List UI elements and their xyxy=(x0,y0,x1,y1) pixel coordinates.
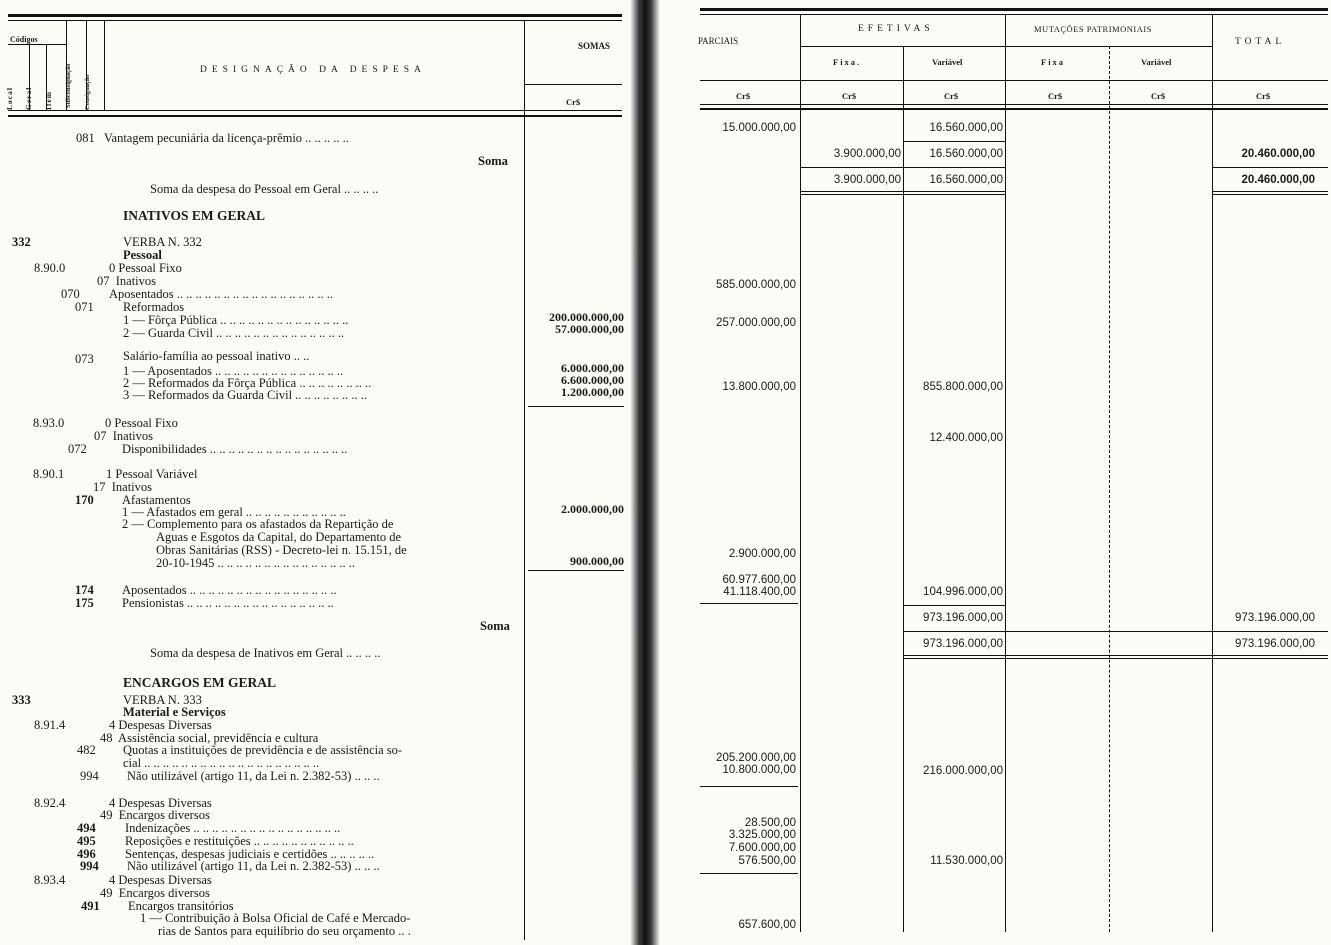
line-soma-pessoal: Soma da despesa do Pessoal em Geral .. .. .. .. xyxy=(150,182,379,196)
code-label: 071 xyxy=(75,300,94,314)
code-label: 170 xyxy=(75,493,94,507)
somas-col-divider xyxy=(524,20,525,940)
parciais-value: 585.000.000,00 xyxy=(716,279,796,291)
code-label: 070 xyxy=(61,287,80,301)
efetivas-fixa-header: Fixa. xyxy=(833,57,862,67)
efetivas-fixa-value: 3.900.000,00 xyxy=(833,148,901,160)
col-item-label: Item xyxy=(44,91,53,110)
efetivas-variavel-value: 104.996.000,00 xyxy=(923,586,1003,598)
header-unit-rule xyxy=(700,80,1328,81)
sum-rule xyxy=(903,141,1005,142)
line-text: Reformados xyxy=(123,300,185,314)
mutacoes-variavel-header: Variável xyxy=(1141,57,1172,67)
somas-value: 900.000,00 xyxy=(570,554,624,568)
col-divider xyxy=(903,46,904,932)
parciais-value: 257.000.000,00 xyxy=(716,317,796,329)
total-header: TOTAL xyxy=(1235,37,1286,47)
unit-label: Cr$ xyxy=(944,91,959,101)
parciais-rule xyxy=(700,873,798,874)
sum-rule xyxy=(903,658,1328,659)
unit-label: Cr$ xyxy=(842,91,857,101)
line-text: 3 — Reformados da Guarda Civil .. .. .. .. .. .. .. .. xyxy=(123,388,368,402)
somas-value: 6.600.000,00 xyxy=(561,373,624,387)
unit-label: Cr$ xyxy=(1048,91,1063,101)
col-subconsignacao-label: Subconsignação xyxy=(65,63,72,108)
header-top-rule xyxy=(8,14,622,17)
line-text: Reposições e restituições .. .. .. .. .. .. .. .. .. .. .. xyxy=(125,834,354,848)
col-divider xyxy=(1109,46,1110,932)
line-text: rias de Santos para equilíbrio do seu orçamento .. . xyxy=(158,924,411,938)
parciais-value: 2.900.000,00 xyxy=(728,548,796,560)
line-text: 48 Assistência social, previdência e cultura xyxy=(100,731,319,745)
somas-unit: Cr$ xyxy=(566,97,581,107)
unit-label: Cr$ xyxy=(1151,91,1166,101)
header-top-rule-thin xyxy=(8,20,622,21)
line-text: 49 Encargos diversos xyxy=(100,886,210,900)
efetivas-header: EFETIVAS xyxy=(858,24,934,34)
parciais-value: 205.200.000,00 xyxy=(716,752,796,764)
efetivas-variavel-value: 11.530.000,00 xyxy=(930,855,1003,867)
somas-rule xyxy=(528,570,624,571)
code-label: 496 xyxy=(77,847,96,861)
sum-rule xyxy=(903,631,1328,632)
verba-label: VERBA N. 332 xyxy=(123,235,202,249)
unit-label: Cr$ xyxy=(736,91,751,101)
code-label: 495 xyxy=(77,834,96,848)
group-label: Material e Serviços xyxy=(123,705,226,719)
total-value: 20.460.000,00 xyxy=(1241,174,1315,186)
code-label: 072 xyxy=(68,442,87,456)
sum-rule xyxy=(903,605,1005,606)
line-text: 4 Despesas Diversas xyxy=(109,796,212,810)
code-label: 332 xyxy=(12,235,31,249)
efetivas-fixa-value: 3.900.000,00 xyxy=(833,174,901,186)
line-text: 2 — Complemento para os afastados da Repartição de xyxy=(122,517,394,531)
code-label: 994 xyxy=(80,859,99,873)
line-text: 07 Inativos xyxy=(94,429,154,443)
verba-label: VERBA N. 333 xyxy=(123,693,202,707)
efetivas-variavel-value: 16.560.000,00 xyxy=(929,122,1003,134)
group-label: Pessoal xyxy=(123,248,162,262)
code-label: 8.91.4 xyxy=(34,718,66,732)
parciais-value: 7.600.000,00 xyxy=(728,842,796,854)
line-text: 1 — Afastados em geral .. .. .. .. .. .. .. .. .. .. .. xyxy=(122,505,346,519)
line-text: Não utilizável (artigo 11, da Lei n. 2.382-53) .. .. .. xyxy=(127,859,380,873)
col-geral-label: Geral xyxy=(24,86,33,110)
efetivas-variavel-header: Variável xyxy=(932,57,963,67)
header-bottom-rule-thick xyxy=(8,115,622,117)
sum-rule xyxy=(903,655,1328,656)
somas-value: 1.200.000,00 xyxy=(561,385,624,399)
col-local-label: Local xyxy=(5,87,14,110)
code-label: 494 xyxy=(77,821,96,835)
sum-rule xyxy=(1212,191,1328,192)
line-text: 49 Encargos diversos xyxy=(100,808,210,822)
parciais-value: 41.118.400,00 xyxy=(723,586,796,598)
designacao-header: DESIGNAÇÃO DA DESPESA xyxy=(200,65,426,75)
section-title: INATIVOS EM GERAL xyxy=(123,208,266,223)
line-081: 081 Vantagem pecuniária da licença-prêmio .. .. .. .. .. xyxy=(76,131,349,145)
efetivas-variavel-value: 973.196.000,00 xyxy=(923,638,1003,650)
soma-label: Soma xyxy=(478,154,508,168)
mutacoes-fixa-header: Fixa xyxy=(1041,57,1066,67)
header-bottom-rule xyxy=(700,104,1328,105)
parciais-value: 657.600,00 xyxy=(738,919,796,931)
left-page xyxy=(0,0,630,945)
col-consignacao-label: Consignação xyxy=(84,74,91,110)
col-divider xyxy=(1005,14,1006,932)
somas-value: 2.000.000,00 xyxy=(561,502,624,516)
line-text: cial .. .. .. .. .. .. .. .. .. .. .. .. .. .. .. .. .. .. .. xyxy=(123,756,320,770)
line-text: Aposentados .. .. .. .. .. .. .. .. .. .. .. .. .. .. .. .. .. xyxy=(109,287,333,301)
code-label: 8.90.1 xyxy=(33,467,65,481)
parciais-value: 10.800.000,00 xyxy=(722,764,796,776)
efetivas-variavel-value: 216.000.000,00 xyxy=(923,765,1003,777)
line-text: Salário-família ao pessoal inativo .. .. xyxy=(123,349,310,363)
col-divider xyxy=(800,14,801,932)
line-text: Aposentados .. .. .. .. .. .. .. .. .. .. .. .. .. .. .. .. xyxy=(122,583,337,597)
somas-value: 57.000.000,00 xyxy=(555,322,624,336)
sum-rule xyxy=(1212,167,1328,168)
line-text: 0 Pessoal Fixo xyxy=(109,261,182,275)
line-text: Quotas a instituições de previdência e de assistência so- xyxy=(123,743,403,757)
code-label: 175 xyxy=(75,596,94,610)
sum-rule xyxy=(800,194,1005,195)
col-divider xyxy=(104,20,105,110)
code-label: 491 xyxy=(81,899,100,913)
code-label: 8.93.0 xyxy=(33,416,65,430)
code-label: 994 xyxy=(80,769,99,783)
line-text: 4 Despesas Diversas xyxy=(109,718,212,732)
parciais-value: 13.800.000,00 xyxy=(722,381,796,393)
code-label: 073 xyxy=(75,352,94,366)
section-title: ENCARGOS EM GERAL xyxy=(123,675,277,690)
sum-rule xyxy=(800,191,1005,192)
header-mid-rule xyxy=(800,46,1212,47)
header-top-rule xyxy=(700,8,1328,11)
header-bottom-rule xyxy=(8,110,622,111)
code-label: 8.90.0 xyxy=(34,261,66,275)
line-text: Pensionistas .. .. .. .. .. .. .. .. .. .. .. .. .. .. .. .. xyxy=(122,596,334,610)
code-label: 174 xyxy=(75,583,94,597)
line-text: Aguas e Esgotos da Capital, do Departamento de xyxy=(156,530,402,544)
book-gutter xyxy=(630,0,660,945)
total-value: 973.196.000,00 xyxy=(1235,638,1315,650)
line-text: 4 Despesas Diversas xyxy=(109,873,212,887)
parciais-rule xyxy=(700,603,798,604)
sum-rule xyxy=(800,167,1005,168)
line-text: Indenizações .. .. .. .. .. .. .. .. .. .. .. .. .. .. .. .. xyxy=(125,821,341,835)
code-label: 482 xyxy=(77,743,96,757)
line-text: Obras Sanitárias (RSS) - Decreto-lei n. 15.151, de xyxy=(156,543,407,557)
parciais-value: 3.325.000,00 xyxy=(728,829,796,841)
parciais-rule xyxy=(700,786,798,787)
line-text: Não utilizável (artigo 11, da Lei n. 2.382-53) .. .. .. xyxy=(127,769,380,783)
line-text: 1 Pessoal Variável xyxy=(106,467,198,481)
somas-rule xyxy=(528,406,624,407)
efetivas-variavel-value: 973.196.000,00 xyxy=(923,612,1003,624)
line-text: 2 — Reformados da Fôrça Pública .. .. .. .. .. .. .. .. xyxy=(123,376,372,390)
sum-rule xyxy=(1212,194,1328,195)
codigos-label: Códigos xyxy=(10,35,38,44)
parciais-value: 576.500,00 xyxy=(738,855,796,867)
somas-header: SOMAS xyxy=(578,41,611,51)
somas-value: 200.000.000,00 xyxy=(549,310,624,324)
efetivas-variavel-value: 855.800.000,00 xyxy=(923,381,1003,393)
parciais-value: 60.977.600,00 xyxy=(722,574,796,586)
parciais-value: 15.000.000,00 xyxy=(722,122,796,134)
line-text: Afastamentos xyxy=(122,493,191,507)
mutacoes-header: MUTAÇÕES PATRIMONIAIS xyxy=(1034,24,1152,34)
code-label: 8.93.4 xyxy=(34,873,66,887)
somas-value: 6.000.000,00 xyxy=(561,361,624,375)
total-value: 20.460.000,00 xyxy=(1241,148,1315,160)
total-value: 973.196.000,00 xyxy=(1235,612,1315,624)
line-text: 0 Pessoal Fixo xyxy=(105,416,178,430)
parciais-header: PARCIAIS xyxy=(698,36,739,46)
line-soma-inativos: Soma da despesa de Inativos em Geral .. .. .. .. xyxy=(150,646,381,660)
line-text: 07 Inativos xyxy=(97,274,157,288)
line-text: 20-10-1945 .. .. .. .. .. .. .. .. .. .. .. .. .. .. .. xyxy=(156,556,355,570)
line-text: 2 — Guarda Civil .. .. .. .. .. .. .. .. .. .. .. .. .. .. xyxy=(123,326,345,340)
unit-label: Cr$ xyxy=(1256,91,1271,101)
efetivas-variavel-value: 12.400.000,00 xyxy=(929,432,1003,444)
efetivas-variavel-value: 16.560.000,00 xyxy=(929,148,1003,160)
code-label: 8.92.4 xyxy=(34,796,66,810)
efetivas-variavel-value: 16.560.000,00 xyxy=(929,174,1003,186)
line-text: Encargos transitórios xyxy=(128,899,234,913)
header-bottom-rule-thick xyxy=(700,108,1328,110)
line-text: 1 — Aposentados .. .. .. .. .. .. .. .. .. .. .. .. .. .. xyxy=(123,364,344,378)
line-text: Disponibilidades .. .. .. .. .. .. .. .. .. .. .. .. .. .. .. xyxy=(122,442,348,456)
parciais-value: 28.500,00 xyxy=(744,817,796,829)
line-text: Sentenças, despesas judiciais e certidões .. .. .. .. .. xyxy=(125,847,375,861)
line-text: 17 Inativos xyxy=(93,480,153,494)
col-divider xyxy=(1212,14,1213,932)
code-label: 333 xyxy=(12,693,31,707)
line-text: 1 — Fôrça Pública .. .. .. .. .. .. .. .. .. .. .. .. .. .. xyxy=(123,313,349,327)
line-text: 1 — Contribuição à Bolsa Oficial de Café e Mercado- xyxy=(140,911,411,925)
somas-sub-rule xyxy=(524,84,622,85)
right-page xyxy=(660,0,1331,945)
header-top-rule-thin xyxy=(700,14,1328,15)
soma-label: Soma xyxy=(480,619,510,633)
